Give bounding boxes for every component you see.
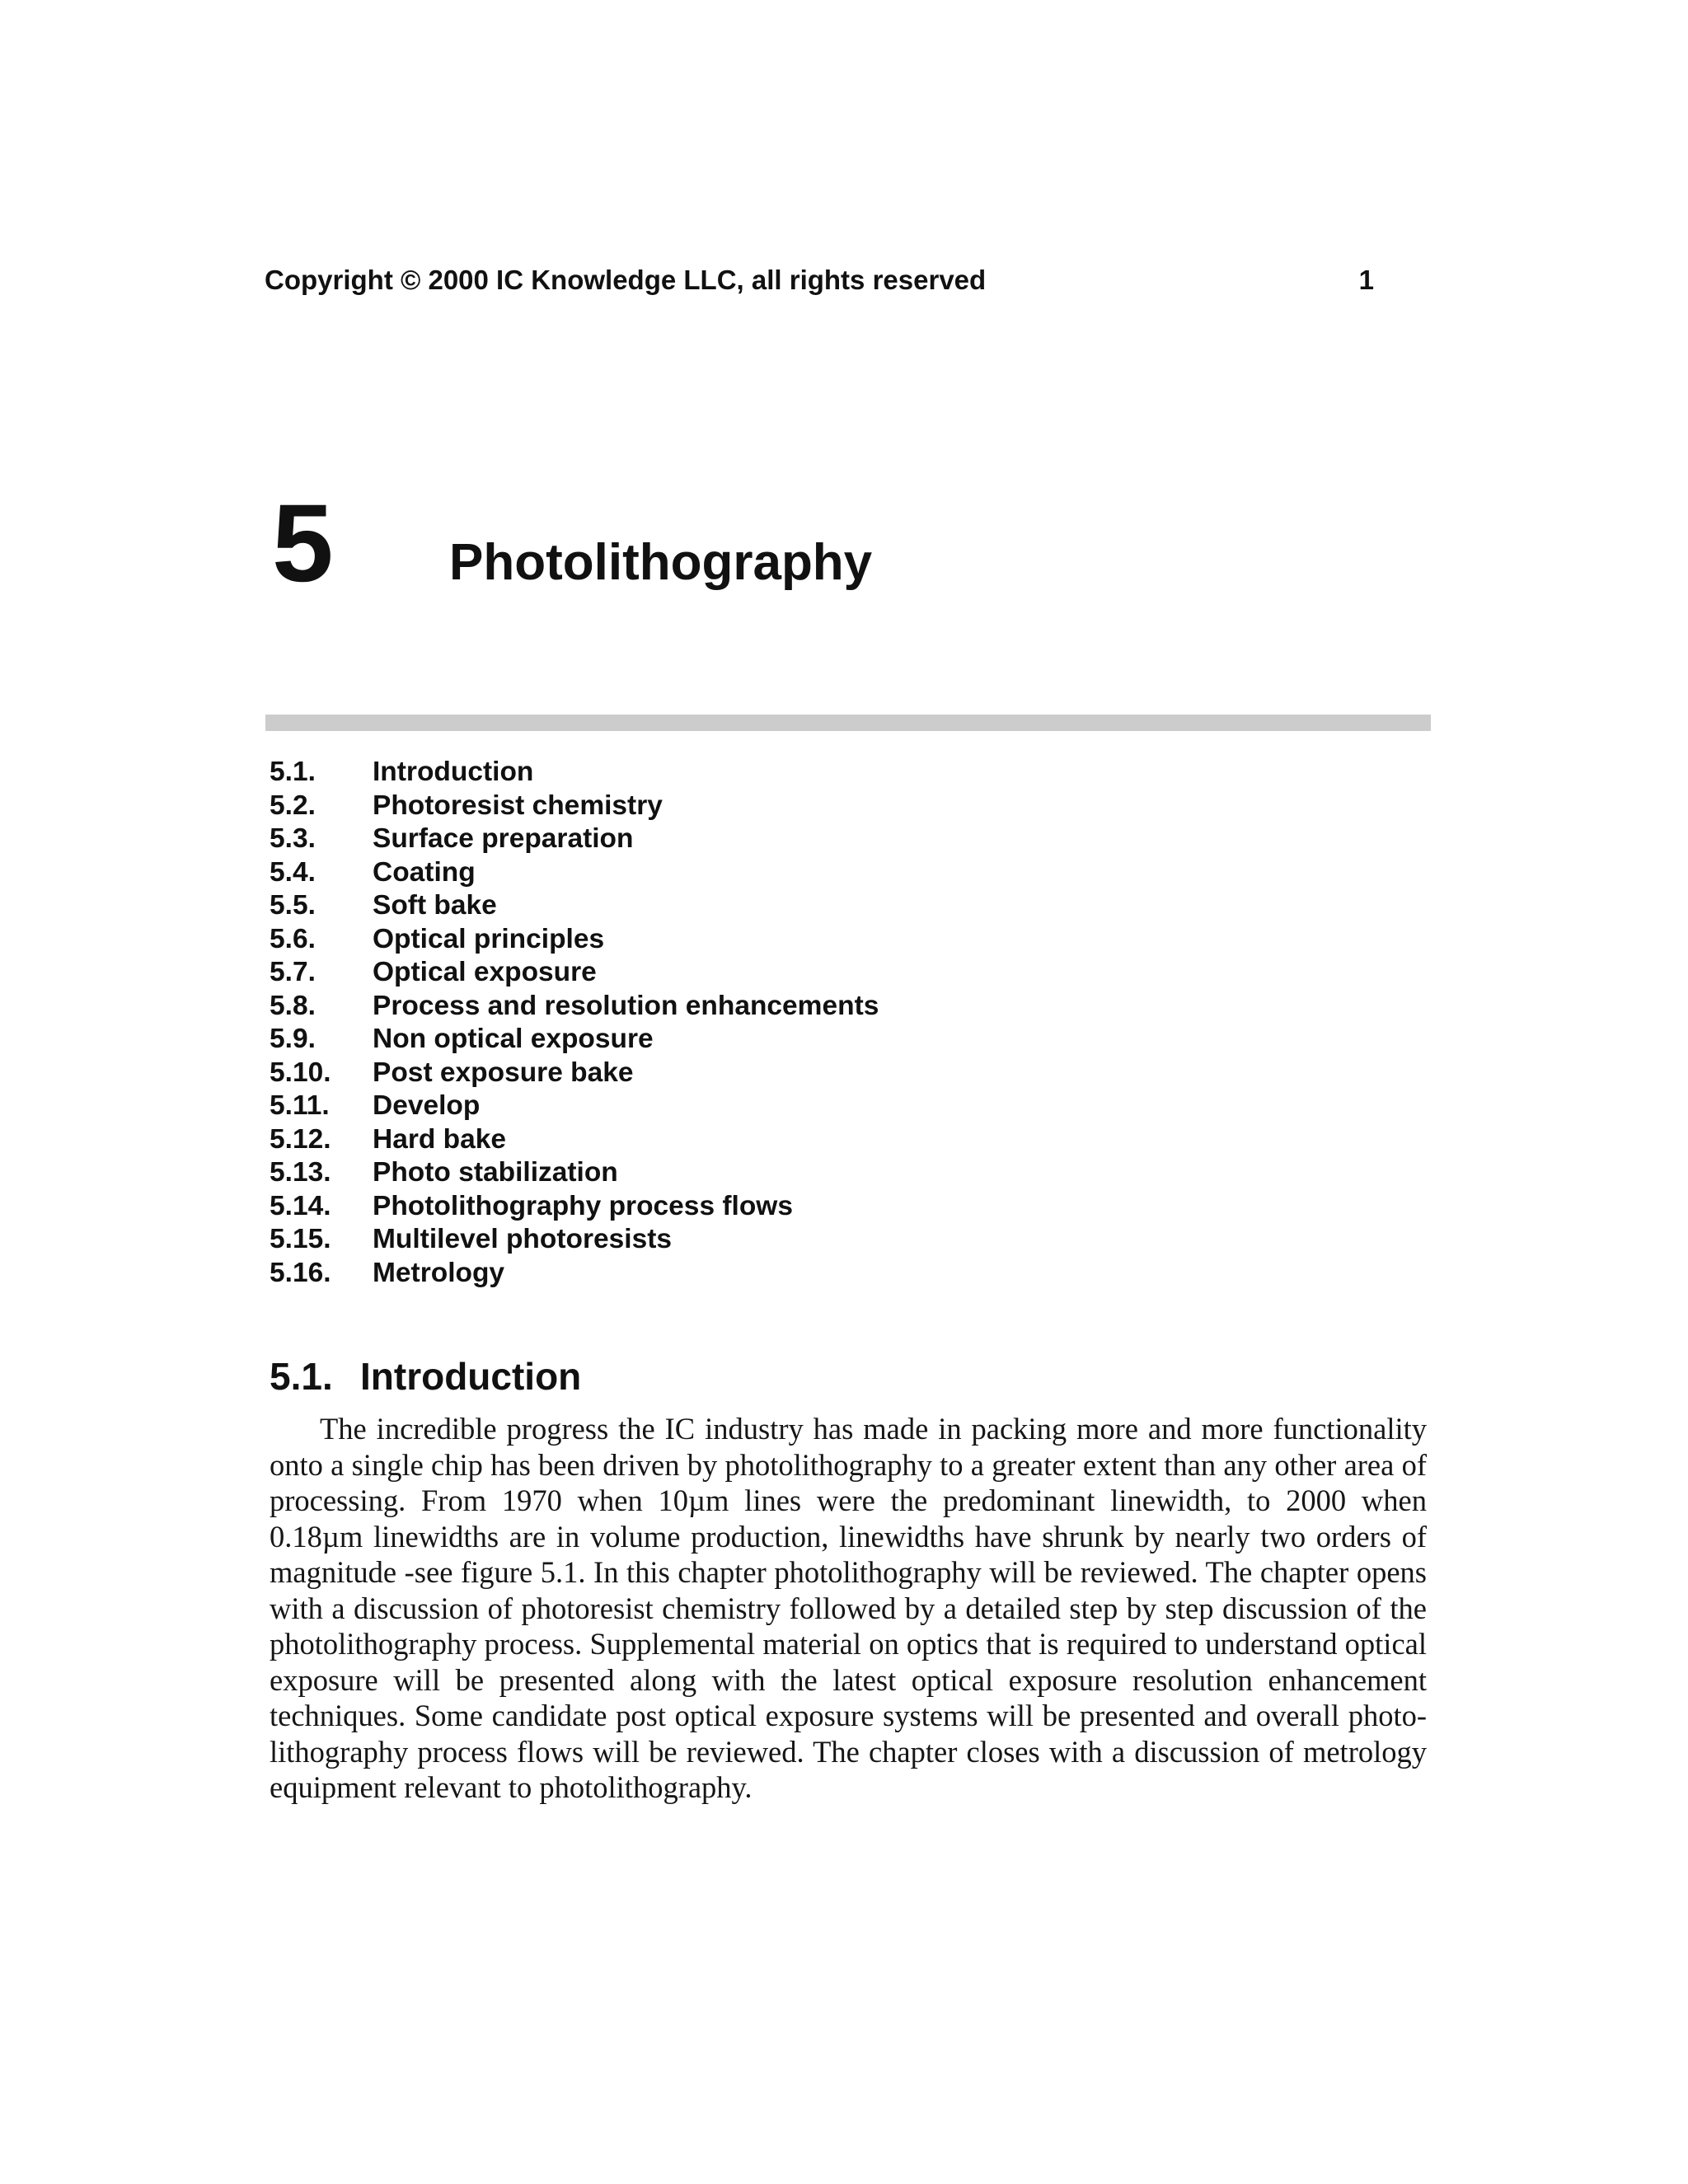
toc-item-number: 5.10. xyxy=(270,1057,331,1088)
toc-item xyxy=(270,823,879,856)
toc-item xyxy=(270,889,879,923)
toc-item-title: Soft bake xyxy=(373,890,497,921)
toc-item xyxy=(270,1090,879,1123)
toc-item-title: Metrology xyxy=(373,1257,505,1288)
toc-item-number: 5.2. xyxy=(270,790,316,821)
toc-item-number: 5.3. xyxy=(270,823,316,854)
toc-item-title: Process and resolution enhancements xyxy=(373,990,879,1021)
toc-item-number: 5.9. xyxy=(270,1024,316,1054)
toc-item-title: Post exposure bake xyxy=(373,1057,634,1088)
toc-item xyxy=(270,1190,879,1224)
toc-item xyxy=(270,856,879,890)
toc-item-title: Surface preparation xyxy=(373,823,634,854)
toc-item-number: 5.13. xyxy=(270,1157,331,1188)
chapter-title: Photolithography xyxy=(449,534,873,591)
running-header xyxy=(265,262,1374,298)
toc-item-number: 5.4. xyxy=(270,856,316,888)
toc-item-number: 5.6. xyxy=(270,923,316,954)
toc-item xyxy=(270,1057,879,1090)
toc-item-number: 5.11. xyxy=(270,1090,330,1121)
intro-paragraph: The incredible progress the IC industry has made in packing more and more functionality onto a single chip has been driven by photolithography to a greater extent than any other area of processing. From 1970 when 10µm lines were the predominant linewidth, to 2000 when 0.18µm linewidths are in volume production, linewidths have shrunk by nearly two orders of magnitude -see figure 5.1. In this chapter photolithography will be reviewed. The chapter opens with a discussion of photoresist chemistry followed by a detailed step by step discussion of the photolithography process. Supplemental material on optics that is required to understand optical exposure will be presented along with the latest optical exposure resolution enhancement techniques. Some candidate post optical exposure systems will be presented and overall photolithography process flows will be reviewed. The chapter closes with a discussion of metrology equipment relevant to photolithography. xyxy=(270,1412,1427,1804)
toc-item xyxy=(270,923,879,957)
toc-item xyxy=(270,756,879,790)
toc-item xyxy=(270,990,879,1024)
toc-item-title: Non optical exposure xyxy=(373,1024,654,1054)
section-title: Introduction xyxy=(360,1355,582,1398)
toc-item-number: 5.14. xyxy=(270,1190,331,1221)
toc-item-title: Optical exposure xyxy=(373,957,597,987)
toc-item-title: Multilevel photoresists xyxy=(373,1224,672,1254)
toc-item-title: Hard bake xyxy=(373,1123,506,1155)
toc-item xyxy=(270,1223,879,1257)
toc-item-title: Photoresist chemistry xyxy=(373,790,663,821)
toc-item-number: 5.5. xyxy=(270,890,316,921)
toc-item-number: 5.1. xyxy=(270,757,316,787)
page-number: 1 xyxy=(1358,265,1374,295)
toc-item-number: 5.8. xyxy=(270,990,316,1021)
chapter-divider-bar xyxy=(265,715,1431,731)
toc-item-title: Photo stabilization xyxy=(373,1157,618,1188)
toc-item-number: 5.15. xyxy=(270,1224,331,1254)
toc-item-title: Photolithography process flows xyxy=(373,1190,793,1221)
toc-item-title: Develop xyxy=(373,1090,481,1121)
toc-item xyxy=(270,1123,879,1157)
toc-item-number: 5.7. xyxy=(270,957,316,987)
toc-item xyxy=(270,1023,879,1057)
toc-item-title: Coating xyxy=(373,856,476,888)
table-of-contents xyxy=(270,756,879,1290)
section-heading xyxy=(270,1352,581,1401)
toc-item xyxy=(270,790,879,823)
chapter-number: 5 xyxy=(272,482,334,605)
toc-item xyxy=(270,1257,879,1291)
toc-item-number: 5.12. xyxy=(270,1123,331,1155)
toc-item xyxy=(270,956,879,990)
toc-item-number: 5.16. xyxy=(270,1257,331,1288)
toc-item-title: Introduction xyxy=(373,757,534,787)
section-number: 5.1. xyxy=(270,1355,333,1398)
toc-item xyxy=(270,1156,879,1190)
copyright-notice: Copyright © 2000 IC Knowledge LLC, all rights reserved xyxy=(265,265,987,295)
toc-item-title: Optical principles xyxy=(373,923,605,954)
